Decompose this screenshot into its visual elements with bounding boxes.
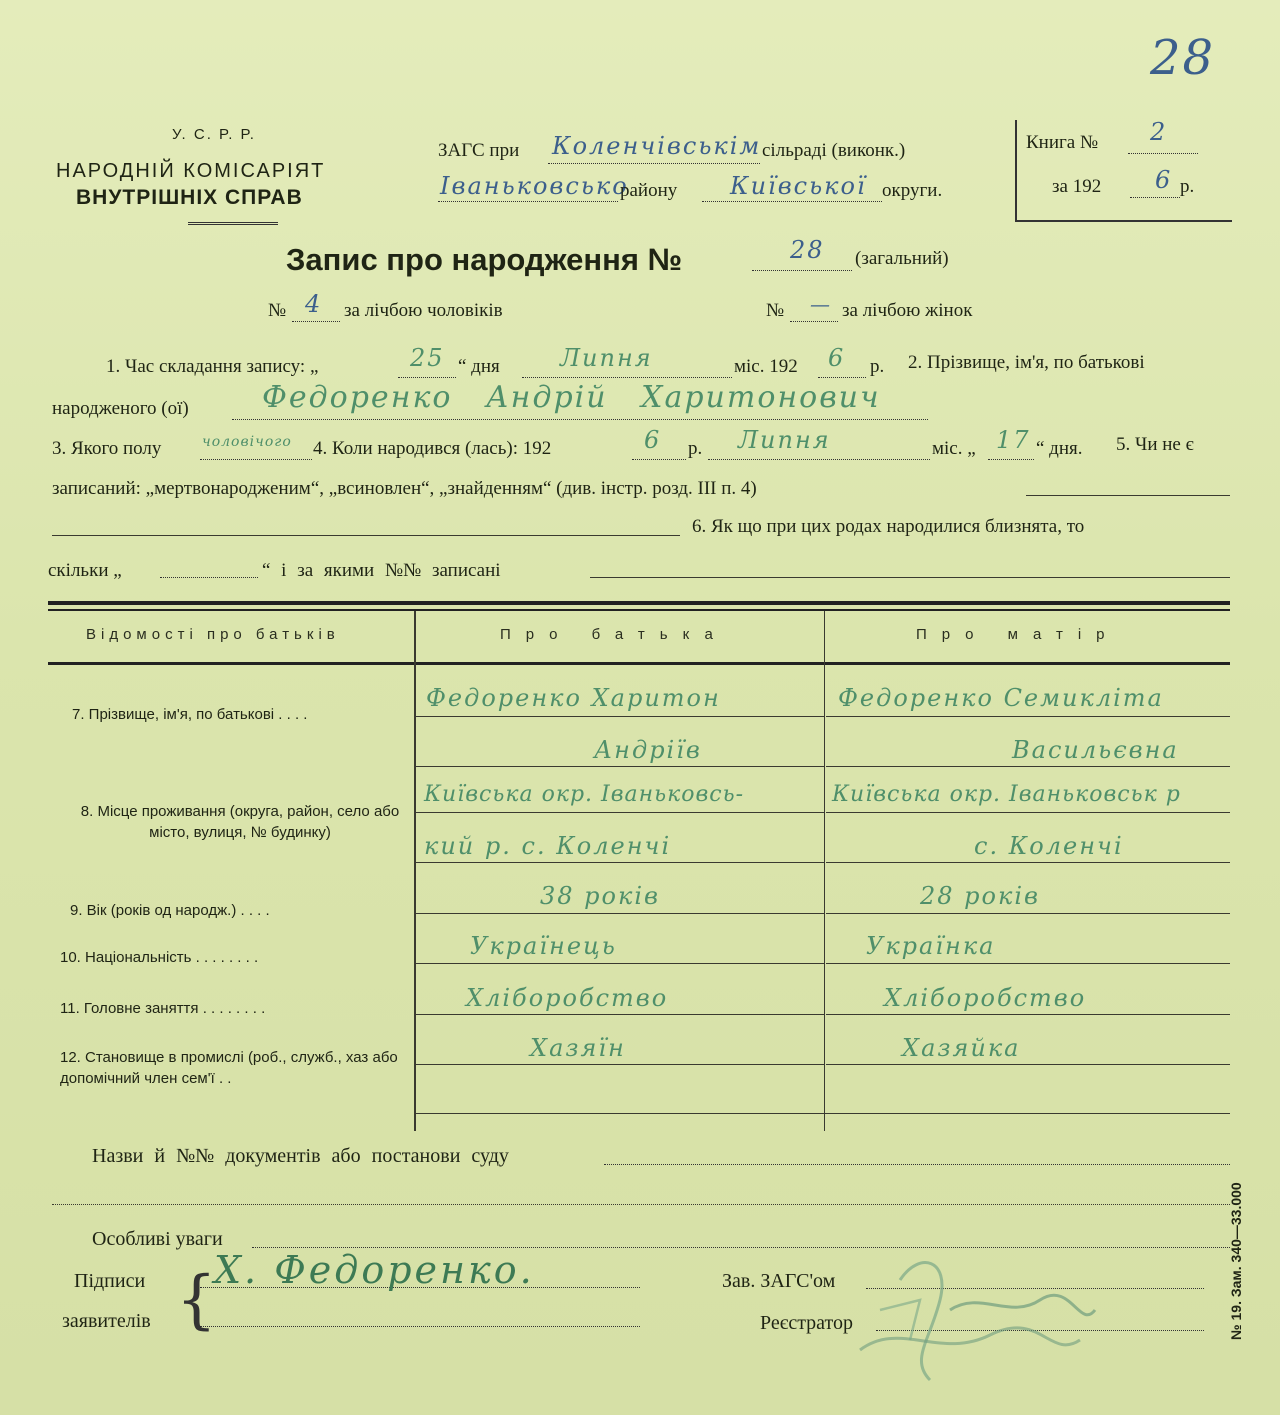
female-count-label: за лічбою жінок (842, 300, 973, 321)
okruha-label: округи. (882, 180, 943, 201)
table-header-border (48, 662, 1230, 665)
table-top-border (48, 601, 1230, 605)
field1-day-line (398, 377, 456, 378)
father-name-1: Федоренко Харитон (426, 684, 721, 712)
field5-line (1026, 495, 1230, 496)
table-bottom-line (414, 1113, 1230, 1114)
field6-numbers-label: “ і за якими №№ записані (262, 560, 501, 581)
col-header-info: Відомості про батьків (86, 626, 340, 643)
book-number-value: 2 (1150, 118, 1168, 146)
mother-occupation: Хліборобство (884, 984, 1087, 1012)
mother-nationality: Українка (866, 932, 996, 960)
father-line-4 (414, 862, 824, 863)
field1-month-line (522, 377, 732, 378)
field1-year-line (818, 377, 866, 378)
field1-month-value: Липня (560, 344, 653, 372)
documents-label: Назви й №№ документів або постанови суду (92, 1145, 509, 1167)
field3-gender-value: чоловічого (202, 434, 292, 450)
field1-month-suffix: міс. 192 (734, 356, 798, 377)
field3-gender-line (200, 459, 312, 460)
father-nationality: Українець (470, 932, 617, 960)
documents-line (604, 1164, 1230, 1165)
field4-year-value: 6 (644, 426, 662, 454)
field2-label: 2. Прізвище, ім'я, по батькові (908, 352, 1145, 373)
father-line-3 (414, 812, 824, 813)
mother-line-5 (826, 913, 1230, 914)
field4-day-value: 17 (996, 426, 1031, 454)
field5-label: 5. Чи не є (1116, 434, 1194, 455)
record-number-line (752, 270, 852, 271)
male-count-prefix: № (268, 300, 287, 321)
field6-count-line (160, 577, 258, 578)
commissariat-line2: ВНУТРІШНІХ СПРАВ (76, 186, 303, 209)
village-council-line (548, 163, 760, 164)
field4-month-suffix: міс. „ (932, 438, 976, 459)
record-number-value: 28 (790, 236, 825, 264)
district-value: Іваньковсько (440, 172, 629, 200)
male-count-label: за лічбою чоловіків (344, 300, 503, 321)
field4-label: 4. Коли народився (лась): 192 (313, 438, 552, 459)
field1-day-suffix: “ дня (458, 356, 500, 377)
book-year-suffix: р. (1180, 176, 1195, 197)
book-year-prefix: за 192 (1052, 176, 1102, 197)
mother-residence-1: Київська окр. Іваньковськ р (832, 782, 1181, 807)
mother-line-8 (826, 1064, 1230, 1065)
field6-count-label: скільки „ (48, 560, 122, 581)
father-occupation: Хліборобство (466, 984, 669, 1012)
father-line-2 (414, 766, 824, 767)
book-label: Книга № (1026, 132, 1099, 153)
mother-name-1: Федоренко Семикліта (838, 684, 1164, 712)
row7-label: 7. Прізвище, ім'я, по батькові . . . . (72, 706, 308, 723)
okruha-value: Київської (730, 172, 867, 200)
field4-year-line (632, 459, 686, 460)
signature-brace: { (176, 1263, 217, 1337)
female-count-prefix: № (766, 300, 785, 321)
father-residence-1: Київська окр. Іваньковсь- (424, 782, 745, 807)
born-label: народженого (ої) (52, 398, 189, 419)
male-count-line (292, 321, 340, 322)
field6-numbers-line (590, 577, 1230, 578)
father-age: 38 років (540, 882, 660, 910)
zags-council-suffix: сільраді (виконк.) (762, 140, 906, 161)
row9-label: 9. Вік (років од народж.) . . . . (70, 902, 270, 919)
notes-label: Особливі уваги (92, 1228, 223, 1250)
mother-line-7 (826, 1014, 1230, 1015)
mother-age: 28 років (920, 882, 1040, 910)
female-count-value: — (810, 292, 832, 316)
mother-line-3 (826, 812, 1230, 813)
commissariat-line1: НАРОДНІЙ КОМІСАРІЯТ (56, 160, 326, 182)
mother-line-4 (826, 862, 1230, 863)
father-line-8 (414, 1064, 824, 1065)
documents-line2 (52, 1204, 1230, 1205)
record-title-suffix: (загальний) (855, 248, 949, 269)
field4-day-line (988, 459, 1034, 460)
field1-year-suffix: р. (870, 356, 885, 377)
row12-label: 12. Становище в промислі (роб., служб., хаз або допомічний член сем'ї . . (60, 1049, 398, 1087)
father-line-6 (414, 963, 824, 964)
field3-label: 3. Якого полу (52, 438, 162, 459)
header-underline (188, 222, 278, 225)
father-line-5 (414, 913, 824, 914)
book-year-value: 6 (1155, 166, 1173, 194)
col-header-mother: Про матір (916, 626, 1120, 643)
official-signatures-scribble (840, 1240, 1100, 1390)
village-council-value: Коленчівськім (552, 132, 762, 160)
book-number-line (1128, 153, 1198, 154)
mother-status: Хазяйка (902, 1034, 1021, 1062)
field4-day-suffix: “ дня. (1036, 438, 1083, 459)
table-top-border2 (48, 609, 1230, 611)
mother-line-2 (826, 766, 1230, 767)
book-year-line (1130, 197, 1180, 198)
page-number: 28 (1150, 30, 1216, 86)
field4-year-suffix: р. (688, 438, 703, 459)
mother-name-2: Васильєвна (1012, 736, 1179, 764)
mother-residence-2: с. Коленчі (974, 832, 1124, 860)
field4-month-value: Липня (738, 426, 831, 454)
field1-label: 1. Час складання запису: „ (106, 356, 319, 377)
col-header-father: Про батька (500, 626, 728, 643)
born-name-value: Федоренко Андрій Харитонович (262, 380, 881, 415)
father-name-2: Андріїв (594, 736, 702, 764)
father-status: Хазяїн (530, 1034, 626, 1062)
registrar-label: Реєстратор (760, 1312, 854, 1334)
field4-month-line (708, 459, 930, 460)
row11-label: 11. Головне заняття . . . . . . . . (60, 1000, 266, 1017)
female-count-line (790, 321, 838, 322)
okruha-line (702, 201, 882, 202)
signatures-label: Підписи (74, 1270, 146, 1292)
father-line-1 (414, 716, 824, 717)
table-col-divider1 (414, 611, 416, 1131)
field1-year-value: 6 (828, 344, 846, 372)
field1-day-value: 25 (410, 344, 445, 372)
record-title: Запис про народження № (286, 242, 683, 277)
side-print: № 19. Зам. 340—33.000 (1228, 1182, 1244, 1340)
field5-text: записаний: „мертвонародженим“, „всиновлен“, „знайденням“ (див. інстр. розд. III п. 4) (52, 478, 757, 499)
row8-label: 8. Місце проживання (округа, район, село або місто, вулиця, № будинку) (80, 803, 400, 841)
head-label: Зав. ЗАГС'ом (722, 1270, 836, 1292)
mother-line-1 (826, 716, 1230, 717)
applicant-signature: Х. Федоренко. (214, 1248, 535, 1292)
field6-label: 6. Як що при цих родах народилися близнята, то (692, 516, 1085, 537)
district-label: району (620, 180, 678, 201)
field5-line2 (52, 535, 680, 536)
table-col-divider2 (824, 611, 825, 1131)
father-residence-2: кий р. с. Коленчі (424, 832, 672, 860)
zags-prefix: ЗАГС при (438, 140, 520, 161)
applicant-signature-line2 (200, 1326, 640, 1327)
male-count-value: 4 (305, 290, 323, 318)
applicants-label: заявителів (62, 1310, 151, 1332)
born-name-line (232, 419, 928, 420)
mother-line-6 (826, 963, 1230, 964)
usrr-heading: У. С. Р. Р. (172, 126, 256, 143)
district-line (438, 201, 618, 202)
father-line-7 (414, 1014, 824, 1015)
row10-label: 10. Національність . . . . . . . . (60, 949, 259, 966)
